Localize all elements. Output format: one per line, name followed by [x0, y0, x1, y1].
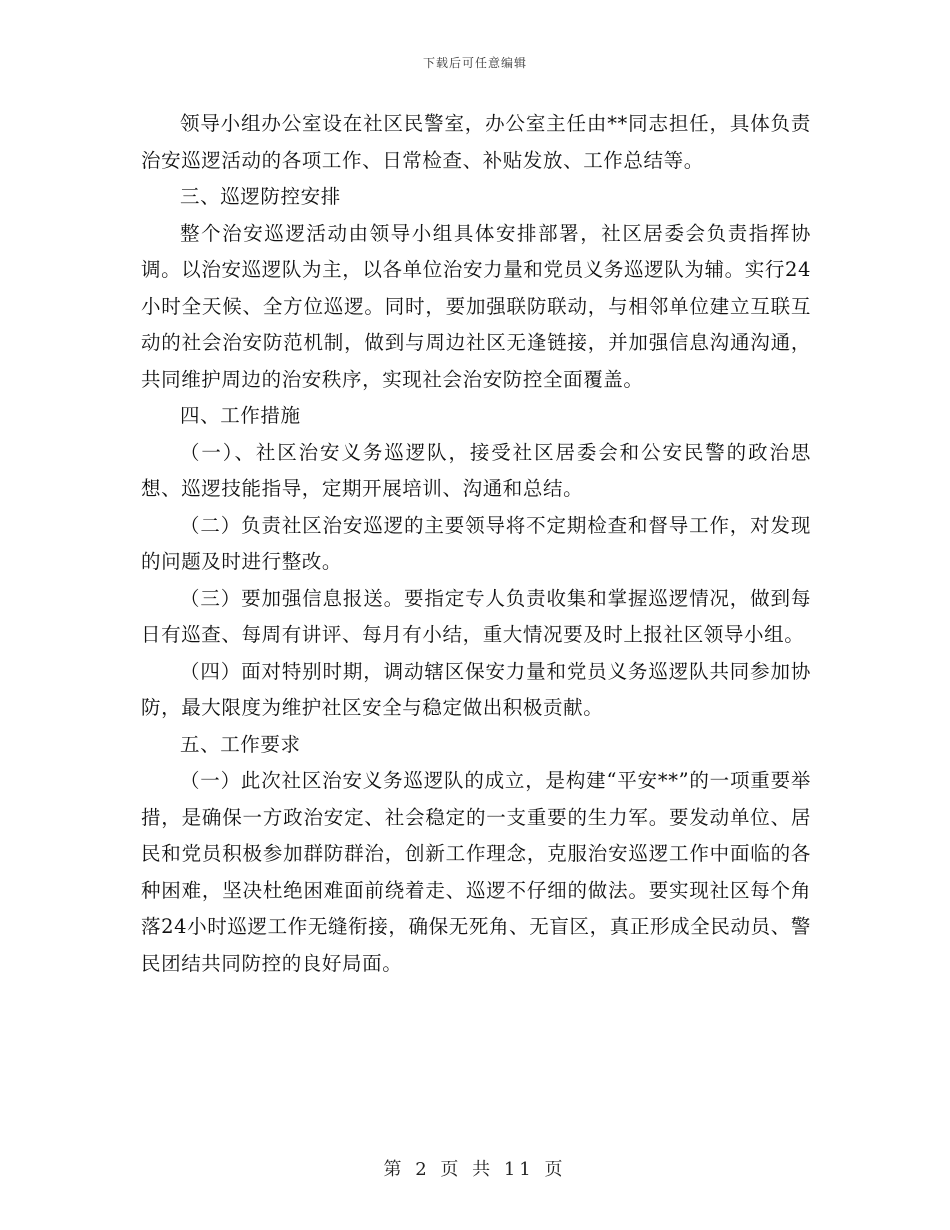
- paragraph-measure-3: （三）要加强信息报送。要指定专人负责收集和掌握巡逻情况，做到每日有巡查、每周有讲评、每月有小结，重大情况要及时上报社区领导小组。: [141, 586, 811, 646]
- paragraph-measure-2: （二）负责社区治安巡逻的主要领导将不定期检查和督导工作，对发现的问题及时进行整改。: [141, 513, 811, 573]
- paragraph-measure-4: （四）面对特别时期，调动辖区保安力量和党员义务巡逻队共同参加协防，最大限度为维护社区安全与稳定做出积极贡献。: [141, 659, 811, 719]
- paragraph-measure-1: （一）、社区治安义务巡逻队，接受社区居委会和公安民警的政治思想、巡逻技能指导，定期开展培训、沟通和总结。: [141, 440, 811, 500]
- page-footer-number: 第 2 页 共 11 页: [383, 1159, 567, 1180]
- paragraph-requirement-1: （一）此次社区治安义务巡逻队的成立，是构建“平安**”的一项重要举措，是确保一方政治安定、社会稳定的一支重要的生力军。要发动单位、居民和党员积极参加群防群治，创新工作理念，克服治安巡逻工作中面临的各种困难，坚决杜绝困难面前绕着走、巡逻不仔细的做法。要实现社区每个角落24小时巡逻工作无缝衔接，确保无死角、无盲区，真正形成全民动员、警民团结共同防控的良好局面。: [141, 769, 811, 975]
- document-body: [141, 106, 811, 982]
- section-heading-work-measures: 四、工作措施: [180, 404, 301, 427]
- page-header-note: 下载后可任意编辑: [422, 56, 527, 70]
- paragraph-patrol-arrangement: 整个治安巡逻活动由领导小组具体安排部署，社区居委会负责指挥协调。以治安巡逻队为主，以各单位治安力量和党员义务巡逻队为辅。实行24小时全天候、全方位巡逻。同时，要加强联防联动，与相邻单位建立互联互动的社会治安防范机制，做到与周边社区无逢链接，并加强信息沟通沟通，共同维护周边的治安秩序，实现社会治安防控全面覆盖。: [141, 221, 811, 391]
- section-heading-patrol-arrangement: 三、巡逻防控安排: [180, 185, 341, 208]
- paragraph-office: 领导小组办公室设在社区民警室，办公室主任由**同志担任，具体负责治安巡逻活动的各项工作、日常检查、补贴发放、工作总结等。: [141, 112, 811, 172]
- section-heading-work-requirements: 五、工作要求: [180, 732, 301, 756]
